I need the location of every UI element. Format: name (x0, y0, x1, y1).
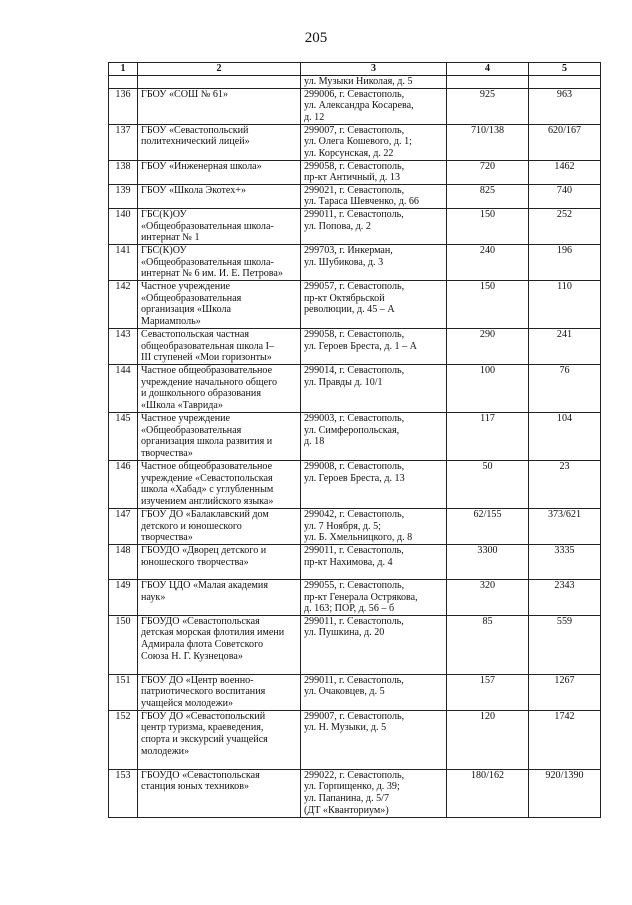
header-col-4: 4 (447, 63, 529, 76)
row-number: 148 (109, 544, 138, 579)
institution-name (138, 674, 301, 710)
institution-address (301, 460, 447, 508)
institution-name (138, 412, 301, 460)
column-5-value: 1462 (529, 160, 601, 184)
address-line: ул. Корсунская, д. 22 (304, 147, 394, 159)
column-4-value: 825 (447, 184, 529, 208)
institution-name-line: учащейся молодежи» (141, 697, 234, 709)
address-line: 299021, г. Севастополь, (304, 184, 405, 196)
address-line: 299057, г. Севастополь, (304, 280, 405, 292)
institution-name (138, 364, 301, 412)
row-number: 151 (109, 674, 138, 710)
institution-name-line: центр туризма, краеведения, (141, 722, 264, 734)
row-number: 144 (109, 364, 138, 412)
table-row (109, 674, 601, 710)
table-row (109, 160, 601, 184)
institution-name-line: Союза Н. Г. Кузнецова» (141, 650, 243, 662)
column-4-value: 290 (447, 328, 529, 364)
address-line: 299058, г. Севастополь, (304, 160, 405, 172)
address-line: 299011, г. Севастополь, (304, 615, 404, 627)
row-number: 146 (109, 460, 138, 508)
column-4-value: 925 (447, 88, 529, 124)
column-5-value: 920/1390 (529, 769, 601, 817)
institution-name-line: интернат № 1 (141, 232, 200, 244)
institution-name-line: организация «Школа (141, 304, 232, 316)
row-number: 138 (109, 160, 138, 184)
institution-name-line: III ступеней «Мои горизонты» (141, 352, 272, 364)
institution-name-line: детская морская флотилия имени (141, 627, 285, 639)
institution-name (138, 88, 301, 124)
table-row (109, 615, 601, 674)
institution-name (138, 460, 301, 508)
address-line: ул. Музыки Николая, д. 5 (304, 76, 413, 87)
institution-name (138, 184, 301, 208)
column-5-value: 104 (529, 412, 601, 460)
column-4-value: 320 (447, 579, 529, 615)
column-4-value: 117 (447, 412, 529, 460)
address-line: (ДТ «Кванториум») (304, 804, 389, 816)
address-line: ул. Героев Бреста, д. 13 (304, 472, 405, 484)
column-5-value: 3335 (529, 544, 601, 579)
address-line: 299058, г. Севастополь, (304, 328, 405, 340)
institution-name-line: организация школа развития и (141, 436, 273, 448)
column-4-value (447, 76, 529, 89)
institution-name-line: Севастопольская частная (141, 328, 250, 340)
column-4-value: 62/155 (447, 508, 529, 544)
row-number: 152 (109, 710, 138, 769)
institution-name-line: ГБОУ ЦДО «Малая академия (141, 579, 268, 591)
table-row (109, 124, 601, 160)
institution-name-line: изучением английского языка» (141, 495, 274, 507)
column-4-value: 157 (447, 674, 529, 710)
institution-name-line: детского и юношеского (141, 520, 242, 532)
address-line: 299022, г. Севастополь, (304, 769, 405, 781)
row-number: 140 (109, 208, 138, 244)
address-line: ул. Правды д. 10/1 (304, 376, 383, 388)
table-body (109, 76, 601, 818)
institution-name-line: Частное общеобразовательное (141, 364, 273, 376)
address-line: 299003, г. Севастополь, (304, 412, 405, 424)
address-line: ул. Очаковцев, д. 5 (304, 686, 385, 698)
column-4-value: 180/162 (447, 769, 529, 817)
institution-name-line: и дошкольного образования (141, 388, 261, 400)
table-row (109, 769, 601, 817)
column-5-value: 23 (529, 460, 601, 508)
column-5-value: 1742 (529, 710, 601, 769)
institution-name-line: политехнический лицей» (141, 136, 250, 148)
table-row (109, 280, 601, 328)
institution-name (138, 280, 301, 328)
institution-address (301, 328, 447, 364)
institution-name-line: ГБОУ ДО «Балаклавский дом (141, 508, 269, 520)
institution-address (301, 544, 447, 579)
institution-name-line: общеобразовательная школа I– (141, 340, 275, 352)
row-number: 153 (109, 769, 138, 817)
institution-name-line: Частное учреждение (141, 280, 231, 292)
institution-name (138, 124, 301, 160)
institution-name-line: спорта и экскурсий учащейся (141, 733, 268, 745)
institution-address (301, 208, 447, 244)
institution-name-line: «Общеобразовательная (141, 424, 242, 436)
column-4-value: 720 (447, 160, 529, 184)
institution-name-line: ГБС(К)ОУ (141, 208, 187, 220)
column-5-value: 2343 (529, 579, 601, 615)
institution-address (301, 579, 447, 615)
institution-name-line: юношеского творчества» (141, 556, 249, 568)
institution-name (138, 615, 301, 674)
address-line: 299011, г. Севастополь, (304, 674, 404, 686)
table-row (109, 364, 601, 412)
address-line: д. 163; ПОР, д. 56 – б (304, 603, 395, 615)
address-line: революции, д. 45 – А (304, 304, 395, 316)
institution-name-line: Адмирала флота Советского (141, 638, 264, 650)
page-number: 205 (304, 30, 328, 46)
table-row (109, 460, 601, 508)
institution-name-line: интернат № 6 им. И. Е. Петрова» (141, 268, 283, 280)
header-col-5: 5 (529, 63, 601, 76)
table-row (109, 208, 601, 244)
header-col-1: 1 (109, 63, 138, 76)
institution-address (301, 76, 447, 89)
header-col-3: 3 (301, 63, 447, 76)
institution-address (301, 364, 447, 412)
address-line: пр-кт Античный, д. 13 (304, 172, 401, 184)
address-line: 299007, г. Севастополь, (304, 124, 405, 136)
institution-name-line: «Школа «Таврида» (141, 399, 223, 411)
institution-name-line: наук» (141, 591, 166, 603)
institution-name-line: творчества» (141, 532, 193, 544)
table-row (109, 76, 601, 89)
column-5-value: 1267 (529, 674, 601, 710)
address-line: 299014, г. Севастополь, (304, 364, 405, 376)
column-5-value: 620/167 (529, 124, 601, 160)
column-4-value: 50 (447, 460, 529, 508)
header-row (109, 63, 601, 76)
column-5-value: 110 (529, 280, 601, 328)
row-number: 150 (109, 615, 138, 674)
institution-address (301, 88, 447, 124)
address-line: 299703, г. Инкерман, (304, 244, 393, 256)
column-5-value: 76 (529, 364, 601, 412)
column-5-value: 196 (529, 244, 601, 280)
table-row (109, 328, 601, 364)
address-line: д. 12 (304, 111, 325, 123)
institution-name-line: «Общеобразовательная (141, 292, 242, 304)
table-row (109, 508, 601, 544)
institution-name-line: станция юных техников» (141, 781, 250, 793)
address-line: ул. Олега Кошевого, д. 1; (304, 136, 412, 148)
table-row (109, 579, 601, 615)
institution-name-line: творчества» (141, 447, 193, 459)
address-line: пр-кт Нахимова, д. 4 (304, 556, 393, 568)
institution-name-line: ГБОУДО «Севастопольская (141, 769, 260, 781)
column-5-value: 252 (529, 208, 601, 244)
column-5-value: 559 (529, 615, 601, 674)
institution-name-line: ГБОУ «Школа Экотех+» (141, 184, 247, 196)
address-line: ул. Попова, д. 2 (304, 220, 371, 232)
column-5-value: 963 (529, 88, 601, 124)
column-4-value: 85 (447, 615, 529, 674)
table-row (109, 710, 601, 769)
table-row (109, 544, 601, 579)
institution-address (301, 244, 447, 280)
column-5-value: 373/621 (529, 508, 601, 544)
address-line: 299042, г. Севастополь, (304, 508, 405, 520)
column-5-value: 740 (529, 184, 601, 208)
institution-name-line: ГБОУ «Инженерная школа» (141, 160, 262, 172)
institution-address (301, 184, 447, 208)
address-line: ул. Шубикова, д. 3 (304, 256, 384, 268)
address-line: 299011, г. Севастополь, (304, 544, 404, 556)
address-line: ул. Героев Бреста, д. 1 – А (304, 340, 417, 352)
address-line: ул. Папанина, д. 5/7 (304, 792, 390, 804)
institutions-table (108, 62, 601, 818)
institution-name-line: ГБОУ ДО «Севастопольский (141, 710, 266, 722)
institution-name-line: Мариамполь» (141, 315, 201, 327)
institution-address (301, 710, 447, 769)
institution-name-line: учреждение «Севастопольская (141, 472, 273, 484)
institution-name-line: ГБС(К)ОУ (141, 244, 187, 256)
row-number: 143 (109, 328, 138, 364)
institution-name-line: Частное учреждение (141, 412, 231, 424)
institution-name-line: молодежи» (141, 745, 190, 757)
header-col-2: 2 (138, 63, 301, 76)
institution-name (138, 208, 301, 244)
table-row (109, 88, 601, 124)
institution-name-line: учреждение начального общего (141, 376, 278, 388)
row-number: 149 (109, 579, 138, 615)
column-4-value: 240 (447, 244, 529, 280)
row-number (109, 76, 138, 89)
table-row (109, 184, 601, 208)
row-number: 142 (109, 280, 138, 328)
address-line: ул. Александра Косарева, (304, 100, 414, 112)
institution-name-line: патриотического воспитания (141, 686, 266, 698)
address-line: пр-кт Генерала Острякова, (304, 591, 418, 603)
table-row (109, 244, 601, 280)
institution-address (301, 615, 447, 674)
column-5-value (529, 76, 601, 89)
institution-name-line: ГБОУДО «Севастопольская (141, 615, 260, 627)
institution-name-line: Частное общеобразовательное (141, 460, 273, 472)
table-row (109, 412, 601, 460)
address-line: ул. Б. Хмельницкого, д. 8 (304, 532, 413, 544)
address-line: д. 18 (304, 436, 325, 448)
address-line: 299006, г. Севастополь, (304, 88, 405, 100)
institution-name-line: школа «Хабад» с углубленным (141, 484, 274, 496)
institution-name-line: ГБОУ ДО «Центр военно- (141, 674, 254, 686)
institution-name (138, 544, 301, 579)
institution-address (301, 280, 447, 328)
row-number: 136 (109, 88, 138, 124)
column-4-value: 150 (447, 280, 529, 328)
institution-name (138, 244, 301, 280)
institution-name-line: ГБОУДО «Дворец детского и (141, 544, 267, 556)
address-line: 299008, г. Севастополь, (304, 460, 405, 472)
column-4-value: 710/138 (447, 124, 529, 160)
address-line: ул. Тараса Шевченко, д. 66 (304, 196, 419, 208)
address-line: пр-кт Октябрьской (304, 292, 385, 304)
column-4-value: 120 (447, 710, 529, 769)
institution-name (138, 769, 301, 817)
row-number: 137 (109, 124, 138, 160)
institution-name (138, 160, 301, 184)
address-line: ул. 7 Ноября, д. 5; (304, 520, 381, 532)
institution-name (138, 76, 301, 89)
institution-address (301, 412, 447, 460)
row-number: 141 (109, 244, 138, 280)
institution-name-line: «Общеобразовательная школа- (141, 220, 274, 232)
institution-address (301, 124, 447, 160)
address-line: ул. Н. Музыки, д. 5 (304, 722, 387, 734)
column-4-value: 150 (447, 208, 529, 244)
institution-name-line: «Общеобразовательная школа- (141, 256, 274, 268)
institution-address (301, 160, 447, 184)
institution-name (138, 508, 301, 544)
address-line: ул. Симферопольская, (304, 424, 400, 436)
address-line: 299011, г. Севастополь, (304, 208, 404, 220)
column-5-value: 241 (529, 328, 601, 364)
institution-name-line: ГБОУ «СОШ № 61» (141, 88, 229, 100)
column-4-value: 3300 (447, 544, 529, 579)
institution-address (301, 508, 447, 544)
institution-address (301, 674, 447, 710)
institution-address (301, 769, 447, 817)
institution-name (138, 710, 301, 769)
address-line: 299007, г. Севастополь, (304, 710, 405, 722)
institution-name (138, 579, 301, 615)
row-number: 147 (109, 508, 138, 544)
institution-name (138, 328, 301, 364)
address-line: ул. Горпищенко, д. 39; (304, 781, 400, 793)
row-number: 139 (109, 184, 138, 208)
address-line: 299055, г. Севастополь, (304, 579, 405, 591)
institution-name-line: ГБОУ «Севастопольский (141, 124, 249, 136)
address-line: ул. Пушкина, д. 20 (304, 627, 385, 639)
column-4-value: 100 (447, 364, 529, 412)
row-number: 145 (109, 412, 138, 460)
